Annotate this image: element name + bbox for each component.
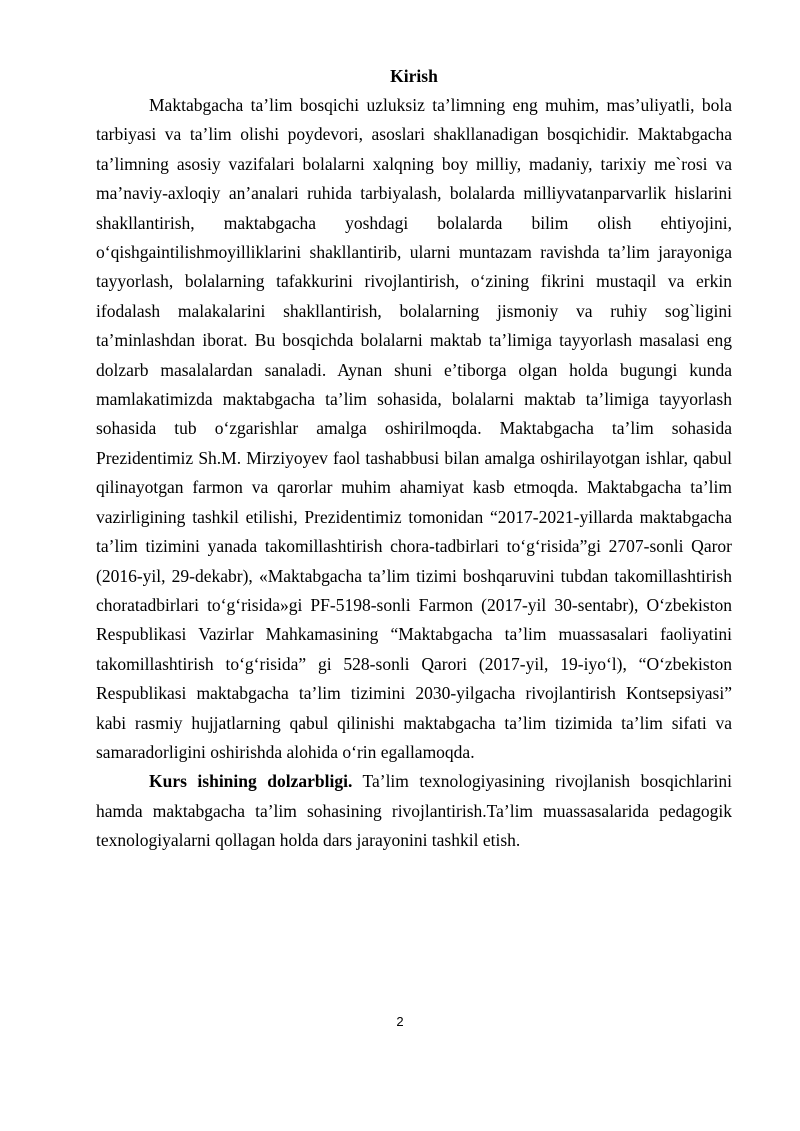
intro-paragraph-text: Maktabgacha ta’lim bosqichi uzluksiz ta’limning eng muhim, mas’uliyatli, bola tarbiyasi va ta’lim olishi poydevori, asoslari shakllanadigan bosqichidir. Maktabgacha ta’limning asosiy vazifalari bolalarni xalqning boy milliy, madaniy, tarixiy me`rosi va ma’naviy-axloqiy an’analari ruhida tarbiyalash, bolalarda milliyvatanparvarlik hislarini shakllantirish, maktabgacha yoshdagi bolalarda bilim olish ehtiyojini, o‘qishgaintilishmoyilliklarini shakllantirib, ularni muntazam ravishda ta’lim jarayoniga tayyorlash, bolalarning tafakkurini rivojlantirish, o‘zining fikrini mustaqil va erkin ifodalash malakalarini shakllantirish, bolalarning jismoniy va ruhiy sog`ligini ta’minlashdan iborat. Bu bosqichda bolalarni maktab ta’limiga tayyorlash masalasi eng dolzarb masalalardan sanaladi. Aynan shuni e’tiborga olgan holda bugungi kunda mamlakatimizda maktabgacha ta’lim sohasida, bolalarni maktab ta’limiga tayyorlash sohasida tub o‘zgarishlar amalga oshirilmoqda. Maktabgacha ta’lim sohasida Prezidentimiz Sh.M. Mirziyoyev faol tashabbusi bilan amalga oshirilayotgan ishlar, qabul qilinayotgan farmon va qarorlar muhim ahamiyat kasb etmoqda. Maktabgacha ta’lim vazirligining tashkil etilishi, Prezidentimiz tomonidan “2017-2021-yillarda maktabgacha ta’lim tizimini yanada takomillashtirish chora-tadbirlari to‘g‘risida”gi 2707-sonli Qaror (2016-yil, 29-dekabr), «Maktabgacha ta’lim tizimi boshqaruvini tubdan takomillashtirish choratadbirlari to‘g‘risida»gi PF-5198-sonli Farmon (2017-yil 30-sentabr), O‘zbekiston Respublikasi Vazirlar Mahkamasining “Maktabgacha ta’lim muassasalari faoliyatini takomillashtirish to‘g‘risida” gi 528-sonli Qarori (2017-yil, 19-iyo‘l), “O‘zbekiston Respublikasi maktabgacha ta’lim tizimini 2030-yilgacha rivojlantirish Kontsepsiyasi” kabi rasmiy hujjatlarning qabul qilinishi maktabgacha ta’lim tizimida ta’lim sifati va samaradorligini oshirishda alohida o‘rin egallamoqda. — [96, 95, 732, 762]
relevance-paragraph — [96, 767, 732, 855]
page-number: 2 — [396, 1014, 404, 1029]
relevance-paragraph-text: Ta’lim texnologiyasining rivojlanish bosqichlarini hamda maktabgacha ta’lim sohasining rivojlantirish.Ta’lim muassasalarida pedagogik texnologiyalarni qollagan holda dars jarayonini tashkil etish. — [96, 771, 732, 851]
document-page — [96, 62, 732, 856]
intro-paragraph — [96, 91, 732, 767]
relevance-lead: Kurs ishining dolzarbligi. — [149, 771, 353, 792]
section-title: Kirish — [390, 66, 438, 86]
